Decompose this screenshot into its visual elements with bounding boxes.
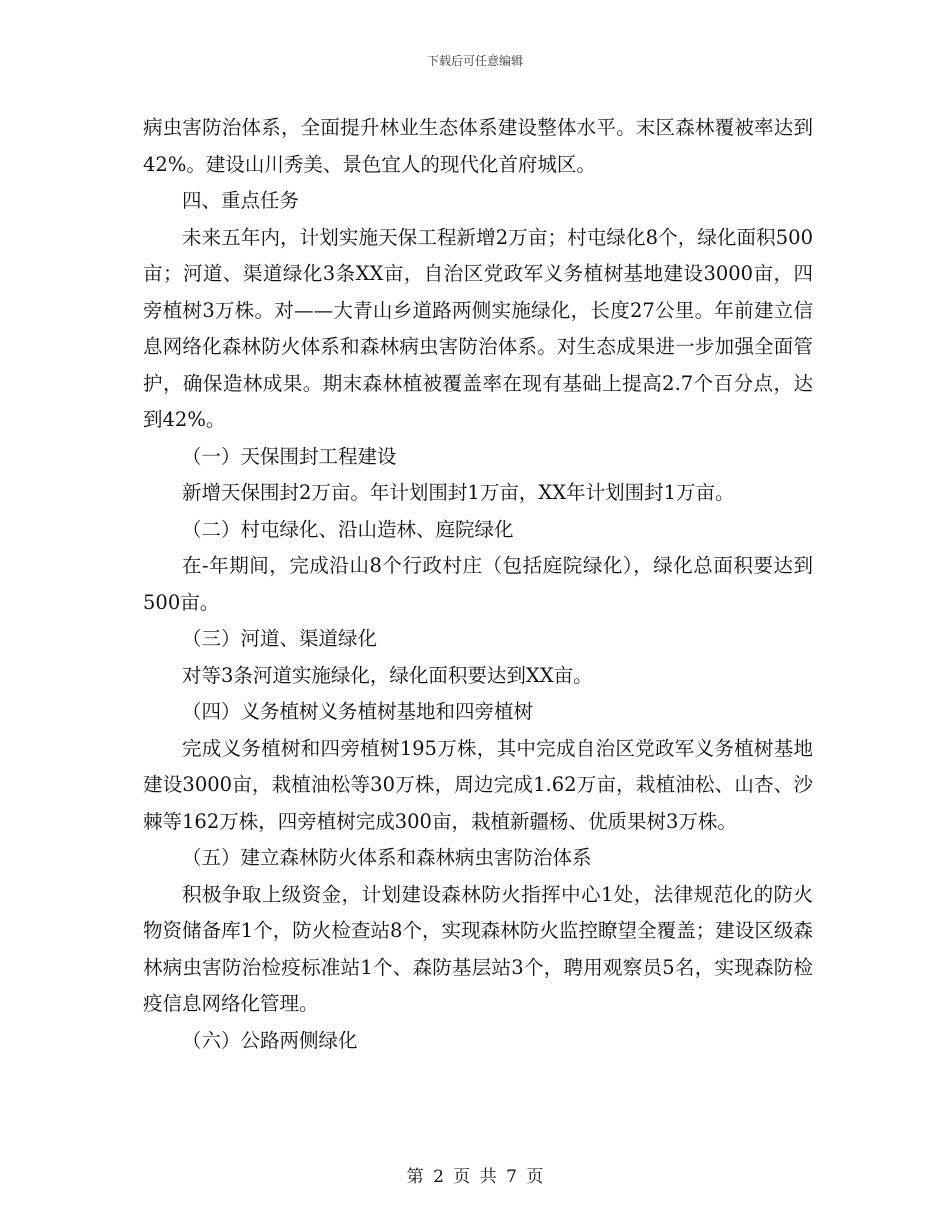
page-footer: 第 2 页 共 7 页 [406, 1167, 544, 1187]
subsection-heading: （一）天保围封工程建设 [182, 444, 397, 468]
subsection-heading: （五）建立森林防火体系和森林病虫害防治体系 [182, 846, 592, 869]
paragraph: 完成义务植树和四旁植树195万株，其中完成自治区党政军义务植树基地建设3000亩，栽植油松等30万株，周边完成1.62万亩，栽植油松、山杏、沙棘等162万株，四旁植树完成300亩，栽植新疆杨、优质果树3万株。 [143, 736, 813, 833]
page-header: 下载后可任意编辑 [426, 54, 523, 68]
paragraph: 在-年期间，完成沿山8个行政村庄（包括庭院绿化），绿化总面积要达到500亩。 [143, 554, 813, 614]
paragraph: 对等3条河道实施绿化，绿化面积要达到XX亩。 [182, 663, 593, 687]
section-heading: 四、重点任务 [182, 189, 300, 212]
document-body [143, 110, 813, 1059]
paragraph: 积极争取上级资金，计划建设森林防火指挥中心1处，法律规范化的防火物资储备库1个，防火检查站8个，实现森林防火监控瞭望全覆盖；建设区级森林病虫害防治检疫标准站1个、森防基层站3个，聘用观察员5名，实现森防检疫信息网络化管理。 [143, 882, 813, 1015]
subsection-heading: （二）村屯绿化、沿山造林、庭院绿化 [182, 517, 514, 541]
paragraph: 新增天保围封2万亩。年计划围封1万亩，XX年计划围封1万亩。 [182, 481, 735, 504]
subsection-heading: （四）义务植树义务植树基地和四旁植树 [182, 700, 534, 723]
subsection-heading: （六）公路两侧绿化 [182, 1028, 358, 1052]
subsection-heading: （三）河道、渠道绿化 [182, 627, 378, 650]
paragraph: 病虫害防治体系，全面提升林业生态体系建设整体水平。末区森林覆被率达到42%。建设山川秀美、景色宜人的现代化首府城区。 [143, 116, 813, 176]
paragraph: 未来五年内，计划实施天保工程新增2万亩；村屯绿化8个，绿化面积500亩；河道、渠道绿化3条XX亩，自治区党政军义务植树基地建设3000亩，四旁植树3万株。对——大青山乡道路两侧实施绿化，长度27公里。年前建立信息网络化森林防火体系和森林病虫害防治体系。对生态成果进一步加强全面管护，确保造林成果。期末森林植被覆盖率在现有基础上提高2.7个百分点，达到42%。 [143, 225, 813, 431]
